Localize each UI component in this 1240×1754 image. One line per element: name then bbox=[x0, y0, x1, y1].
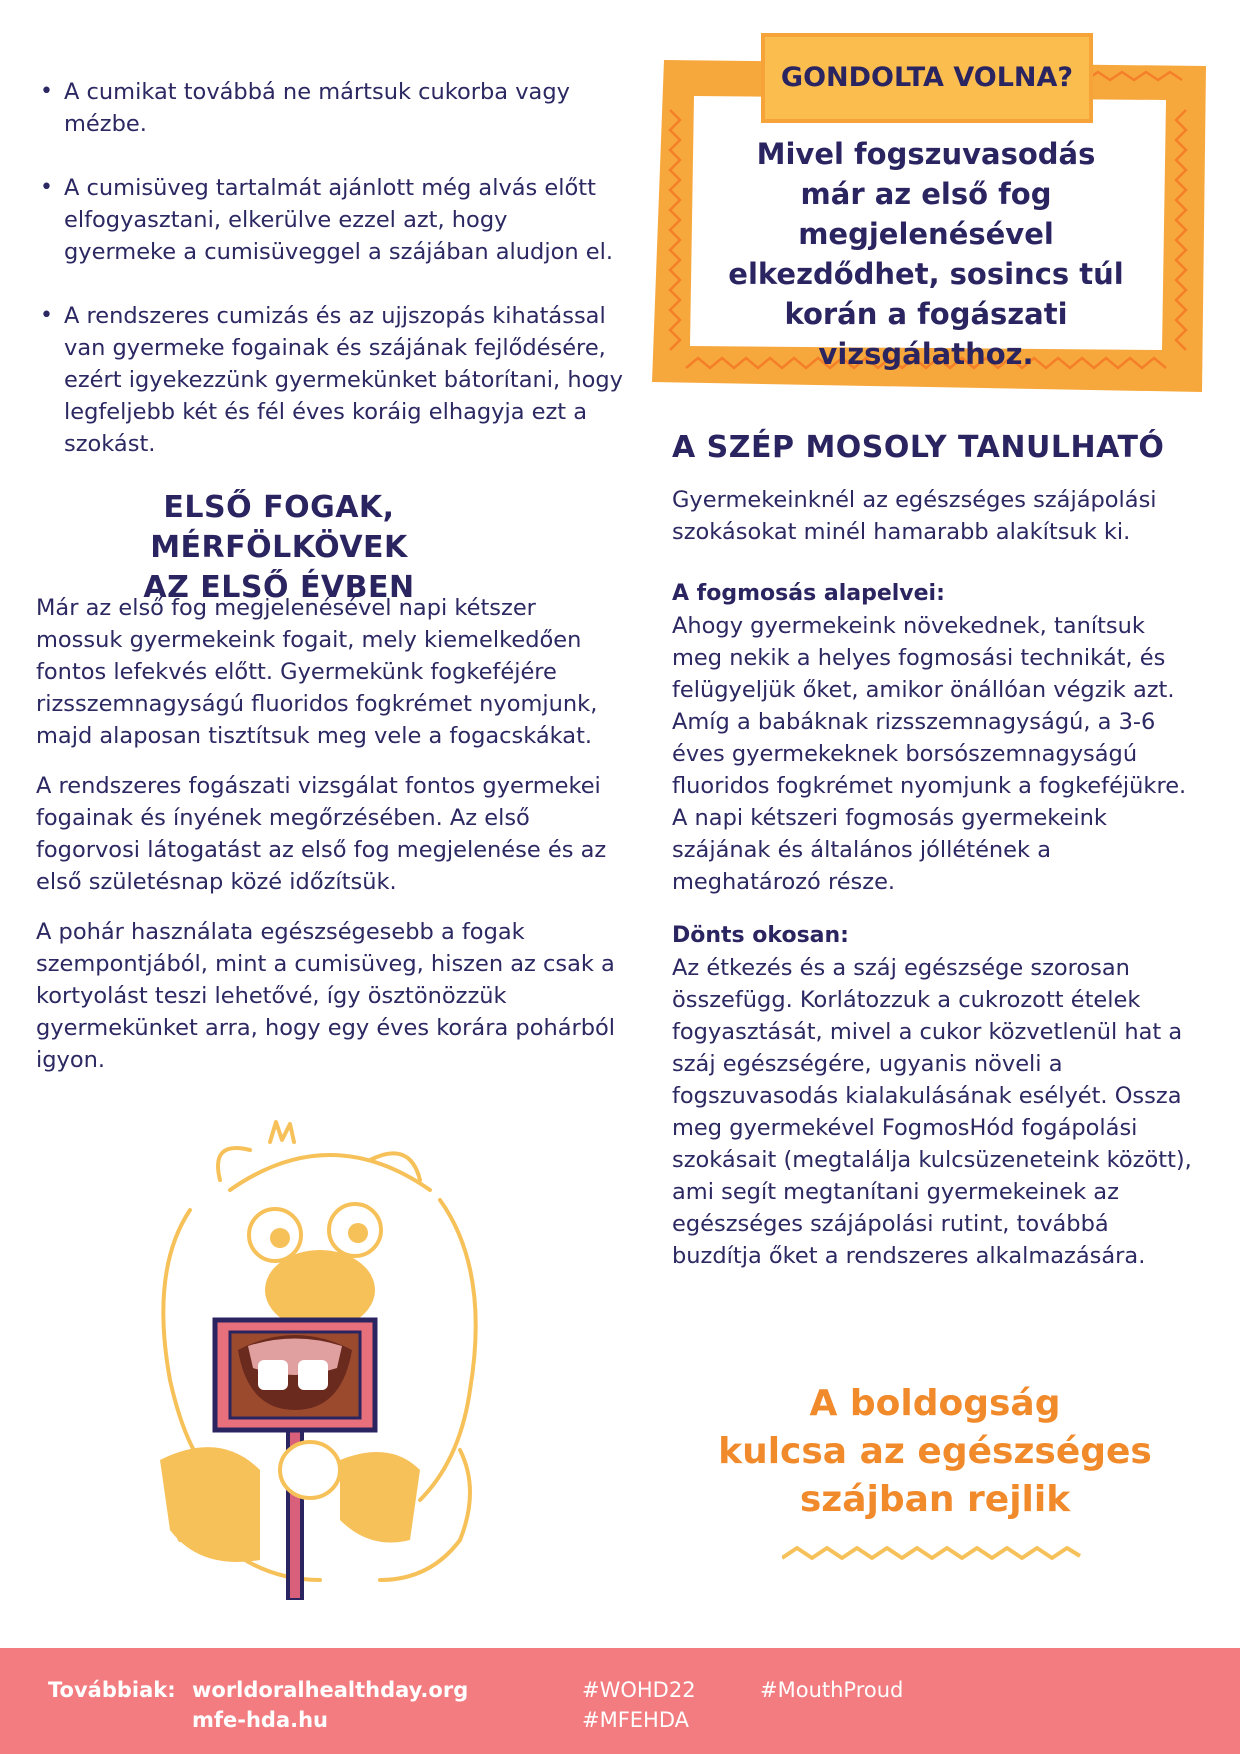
heading-line-1: ELSŐ FOGAK, MÉRFÖLKÖVEK bbox=[150, 490, 408, 565]
brushing-section bbox=[672, 578, 1198, 916]
callout-title: GONDOLTA VOLNA? bbox=[761, 33, 1093, 123]
footer-link-mfe-hda[interactable]: mfe-hda.hu bbox=[192, 1708, 329, 1732]
slogan-line-3: szájban rejlik bbox=[799, 1479, 1071, 1520]
bullet-item: • A cumikat továbbá ne mártsuk cukorba vagy mézbe. bbox=[36, 76, 626, 140]
slogan-line-1: A boldogság bbox=[809, 1383, 1061, 1424]
footer-bar bbox=[0, 1648, 1240, 1754]
paragraph: Már az első fog megjelenésével napi kétszer mossuk gyermekeink fogait, mely kiemelkedően fontos lefekvés előtt. Gyermekünk fogkeféjére rizsszemnagyságú fluoridos fogkrémet nyomjunk, majd alaposan tisztítsuk meg vele a fogacskákat. bbox=[36, 595, 598, 749]
smile-intro: Gyermekeinknél az egészséges szájápolási szokásokat minél hamarabb alakítsuk ki. bbox=[672, 487, 1157, 545]
heading-line-2: AZ ELSŐ ÉVBEN bbox=[143, 570, 415, 605]
footer-hashtag-mfehda[interactable]: #MFEHDA bbox=[582, 1708, 690, 1732]
paragraph: A rendszeres fogászati vizsgálat fontos gyermekei fogainak és ínyének megőrzésében. Az első fogorvosi látogatást az első fog megjelenése és az első születésnap közé időzítsük. bbox=[36, 773, 607, 895]
bullet-list bbox=[36, 76, 626, 492]
slogan-line-2: kulcsa az egészséges bbox=[718, 1431, 1152, 1472]
footer-label: Továbbiak: bbox=[48, 1678, 176, 1702]
callout-text: Mivel fogszuvasodás már az első fog megjelenésével elkezdődhet, sosincs túl korán a fogászati vizsgálathoz. bbox=[728, 137, 1124, 371]
paragraph: A pohár használata egészségesebb a fogak szempontjából, mint a cumisüveg, hiszen az csak a kortyolást teszi lehetővé, így ösztönözzük gyermekünket arra, hogy egy éves korára pohárból igyon. bbox=[36, 919, 616, 1073]
brushing-text: Ahogy gyermekeink növekednek, tanítsuk meg nekik a helyes fogmosási technikát, és felügyeljük őket, amikor önállóan végzik azt. Amíg a babáknak rizsszemnagyságú, a 3-6 éves gyermekeknek borsószemnagyságú fluoridos fogkrémet nyomjunk a fogkeféjükre. A napi kétszeri fogmosás gyermekeink szájának és általános jóllétének a meghatározó része. bbox=[672, 613, 1187, 895]
slogan-zigzag-underline bbox=[782, 1540, 1082, 1564]
first-teeth-paragraphs bbox=[36, 592, 626, 1094]
decide-text: Az étkezés és a száj egészsége szorosan összefügg. Korlátozzuk a cukrozott ételek fogyasztását, mivel a cukor közvetlenül hat a száj egészségére, ugyanis növeli a fogszuvasodás kialakulásának esélyét. Ossza meg gyermekével FogmosHód fogápolási szokásait (megtalálja kulcsüzeneteink között), ami segít megtanítani gyermekeinek az egészséges szájápolási rutint, továbbá buzdítja őket a rendszeres alkalmazására. bbox=[672, 955, 1192, 1269]
decide-section bbox=[672, 920, 1198, 1290]
bullet-item: • A rendszeres cumizás és az ujjszopás kihatással van gyermeke fogainak és szájának fejlődésére, ezért igyekezzünk gyermekünket bátorítani, hogy legfeljebb két és fél éves koráig elhagyja ezt a szokást. bbox=[36, 300, 626, 460]
beaver-mascot-illustration bbox=[120, 1120, 540, 1600]
bullet-item: • A cumisüveg tartalmát ajánlott még alvás előtt elfogyasztani, elkerülve ezzel azt, hogy gyermeke a cumisüveggel a szájában aludjon el. bbox=[36, 172, 626, 268]
footer-hashtag-mouthproud[interactable]: #MouthProud bbox=[760, 1678, 904, 1702]
section-heading-smile: A SZÉP MOSOLY TANULHATÓ bbox=[672, 430, 1165, 465]
footer-hashtag-wohd22[interactable]: #WOHD22 bbox=[582, 1678, 696, 1702]
section-heading-first-teeth bbox=[36, 488, 522, 608]
decide-title: Dönts okosan: bbox=[672, 923, 849, 948]
brushing-title: A fogmosás alapelvei: bbox=[672, 581, 945, 606]
slogan bbox=[700, 1380, 1170, 1524]
footer-link-world-oral-health-day[interactable]: worldoralhealthday.org bbox=[192, 1678, 469, 1702]
